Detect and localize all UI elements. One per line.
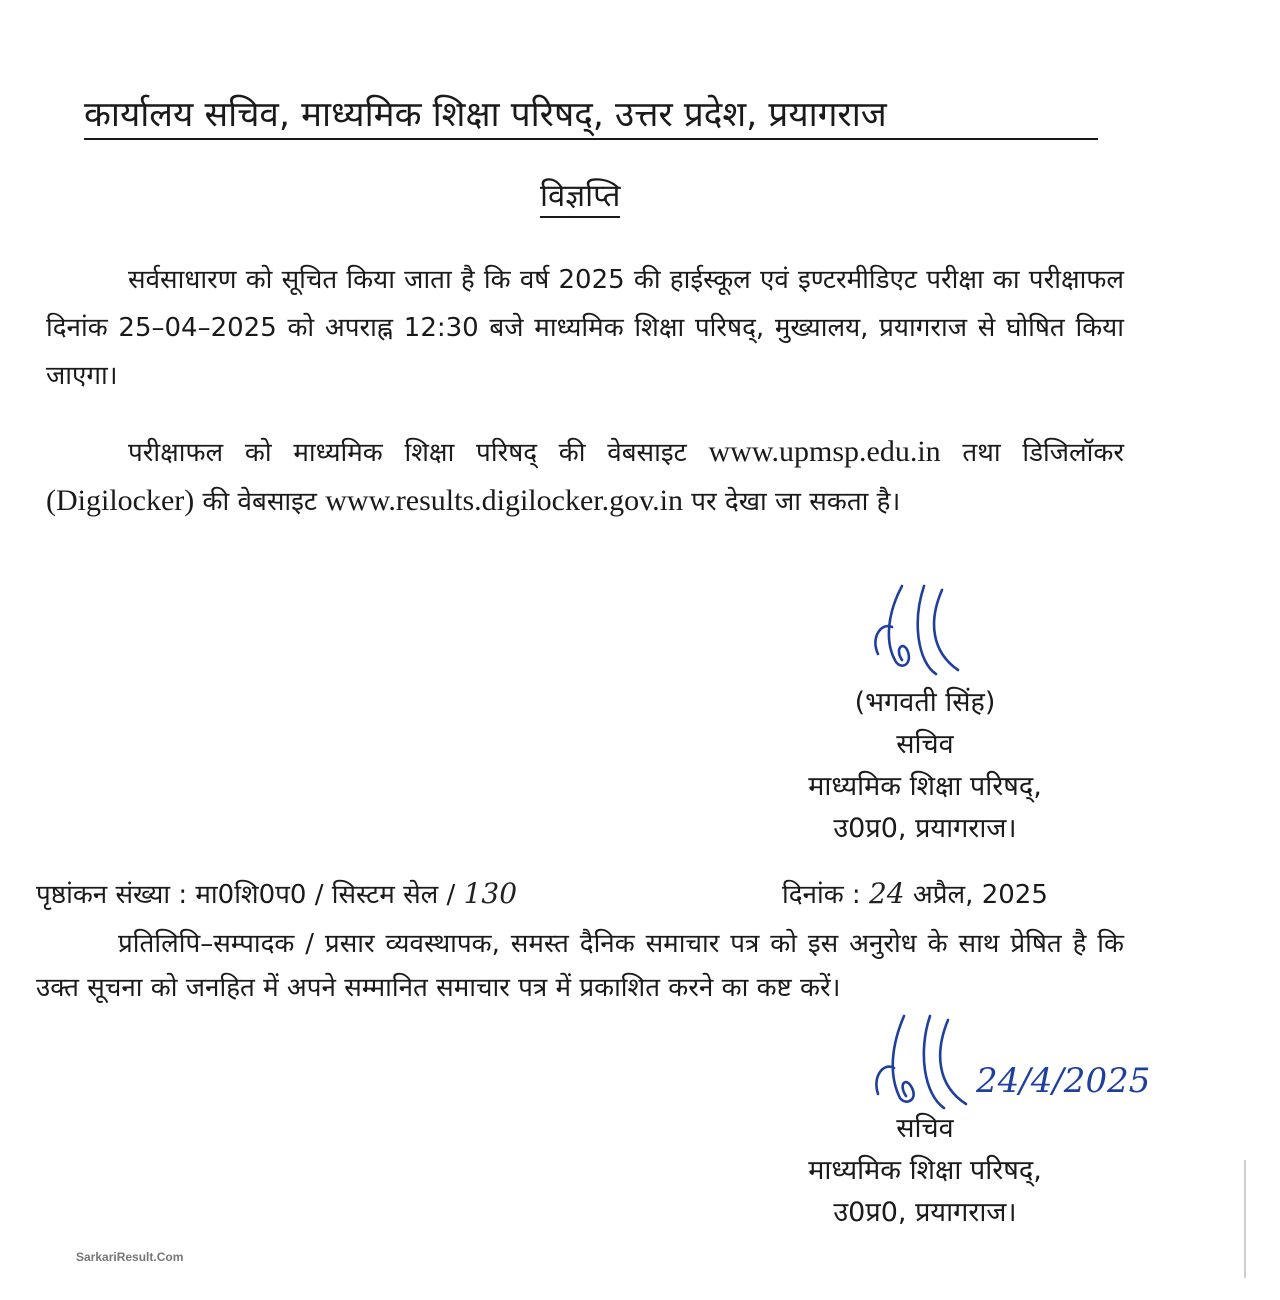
ref-label: पृष्ठांकन संख्या : मा0शि0प0 / सिस्टम सेल / — [36, 880, 464, 910]
date-day: 24 — [868, 877, 905, 910]
upmsp-url-link[interactable]: www.upmsp.edu.in — [708, 435, 941, 468]
digilocker-label: (Digilocker) — [46, 484, 195, 517]
signatory2-designation: सचिव — [896, 1113, 954, 1144]
signatory2-org: माध्यमिक शिक्षा परिषद्, — [808, 1155, 1042, 1186]
website-text-2: तथा डिजिलॉकर — [940, 438, 1124, 468]
signatory-block — [740, 682, 1110, 850]
notice-title: विज्ञप्ति — [540, 176, 620, 218]
signatory-name: (भगवती सिंह) — [854, 687, 996, 718]
endorsement-ref-line — [36, 872, 1116, 917]
signatory-block-2 — [740, 1108, 1110, 1234]
website-text-1: परीक्षाफल को माध्यमिक शिक्षा परिषद् की वेबसाइट — [128, 438, 709, 468]
office-header: कार्यालय सचिव, माध्यमिक शिक्षा परिषद्, उत्तर प्रदेश, प्रयागराज — [84, 92, 1098, 140]
date-rest: अप्रैल, 2025 — [904, 880, 1048, 910]
secretary-signature — [862, 582, 982, 682]
ref-number: 130 — [463, 877, 518, 910]
ref-date — [782, 872, 1048, 917]
signatory2-place: उ0प्र0, प्रयागराज। — [833, 1197, 1017, 1228]
scan-edge-line — [1244, 1160, 1246, 1278]
signatory-place: उ0प्र0, प्रयागराज। — [833, 813, 1017, 844]
website-paragraph — [46, 428, 1124, 526]
second-signature — [864, 1010, 1174, 1120]
handwritten-date: 24/4/2025 — [976, 1061, 1151, 1101]
signatory-org: माध्यमिक शिक्षा परिषद्, — [808, 771, 1042, 802]
digilocker-url-link[interactable]: www.results.digilocker.gov.in — [325, 484, 683, 517]
copy-paragraph: प्रतिलिपि–सम्पादक / प्रसार व्यवस्थापक, समस्त दैनिक समाचार पत्र को इस अनुरोध के साथ प्रेषित है कि उक्त सूचना को जनहित में अपने सम्मानित समाचार पत्र में प्रकाशित करने का कष्ट करें। — [36, 929, 1124, 1003]
website-text-4: पर देखा जा सकता है। — [683, 487, 901, 517]
date-label: दिनांक : — [782, 880, 869, 910]
watermark: SarkariResult.Com — [76, 1250, 184, 1264]
announcement-paragraph: सर्वसाधारण को सूचित किया जाता है कि वर्ष 2025 की हाईस्कूल एवं इण्टरमीडिएट परीक्षा का परीक्षाफल दिनांक 25–04–2025 को अपराह्न 12:30 बजे माध्यमिक शिक्षा परिषद्, मुख्यालय, प्रयागराज से घोषित किया जाएगा। — [46, 265, 1124, 391]
signatory-designation: सचिव — [896, 729, 954, 760]
website-text-3: की वेबसाइट — [194, 487, 326, 517]
